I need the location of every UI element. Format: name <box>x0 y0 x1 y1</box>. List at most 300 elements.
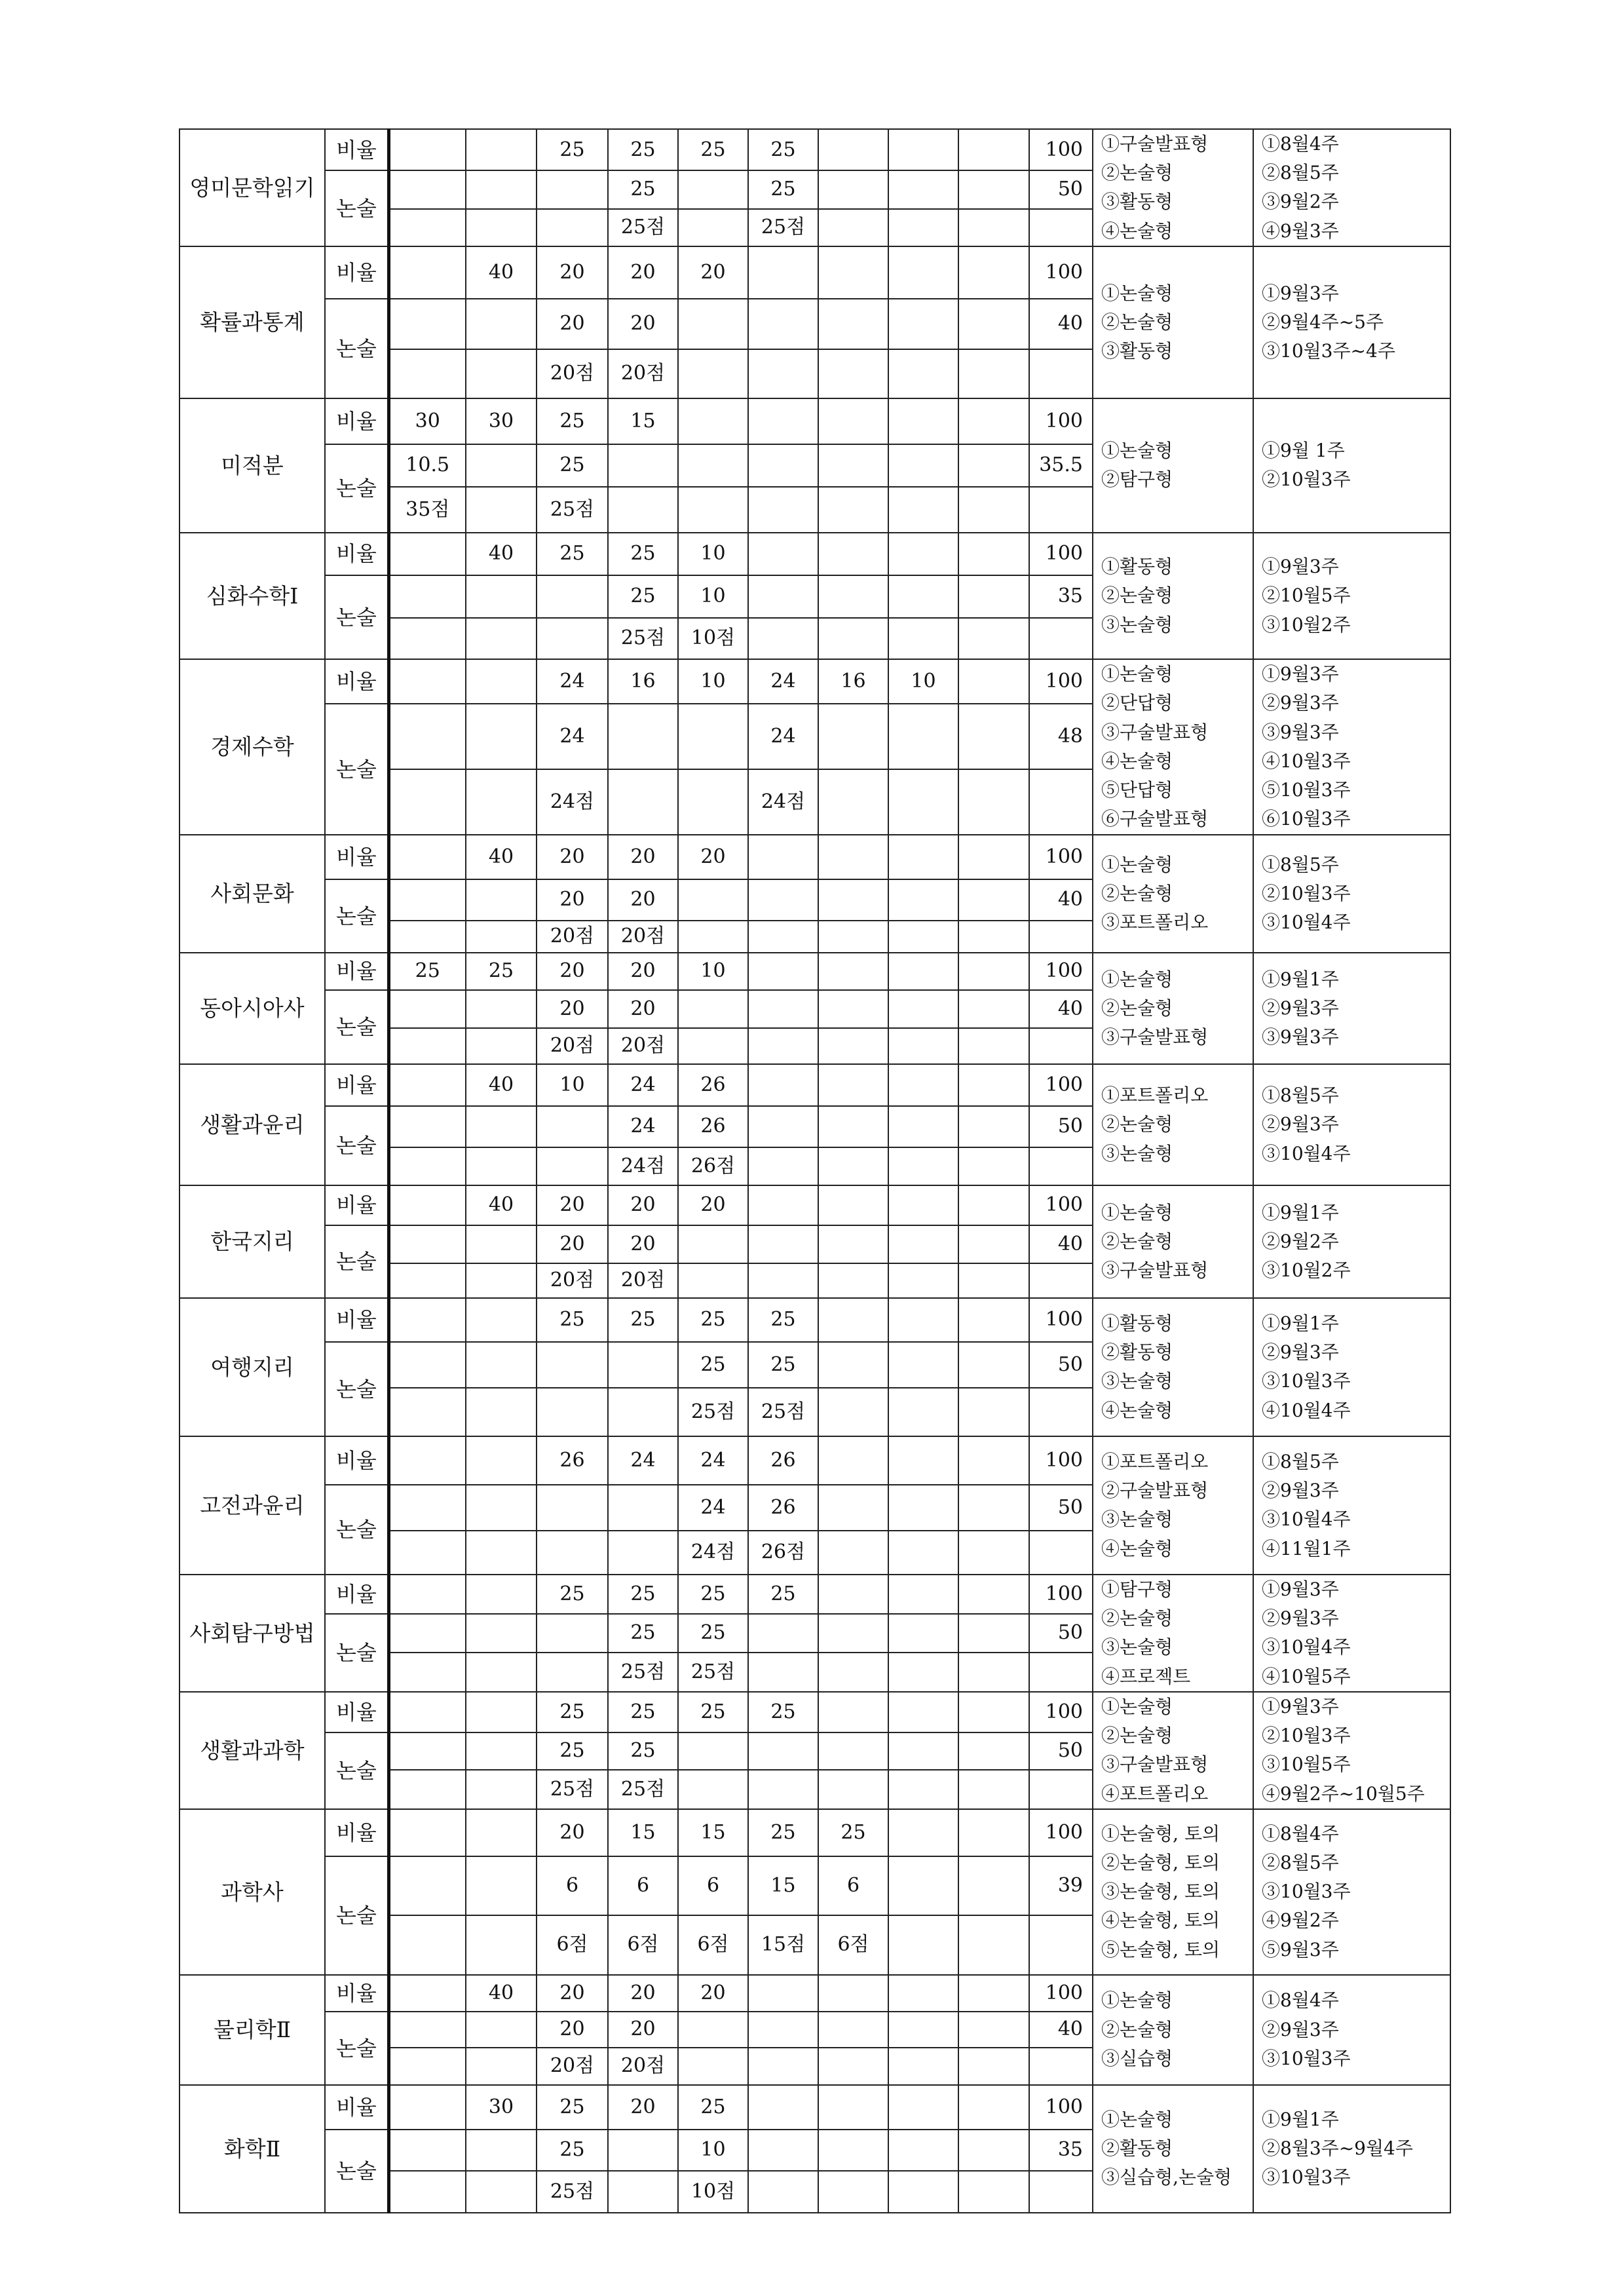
score-cell <box>466 299 537 349</box>
score-cell: 25 <box>537 1692 608 1732</box>
method-item: ③논술형 <box>1101 1636 1173 1658</box>
score-cell <box>537 1147 608 1185</box>
score-cell <box>466 879 537 921</box>
date-item: ①9월1주 <box>1262 1201 1339 1223</box>
score-cell: 26 <box>678 1064 748 1106</box>
score-cell <box>888 704 958 769</box>
score-cell <box>958 1614 1029 1653</box>
score-cell <box>388 246 466 299</box>
score-cell <box>888 487 958 533</box>
score-cell <box>608 1531 678 1575</box>
score-cell <box>748 1147 818 1185</box>
date-list <box>1253 1436 1450 1575</box>
essay-label: 논술 <box>325 1106 388 1185</box>
score-cell: 24 <box>537 704 608 769</box>
score-cell <box>888 1225 958 1263</box>
date-list <box>1253 129 1450 246</box>
score-cell: 25 <box>608 129 678 170</box>
score-cell: 20점 <box>537 2048 608 2085</box>
date-item: ③10월2주 <box>1262 1259 1351 1282</box>
score-cell <box>818 769 888 835</box>
method-item: ②논술형 <box>1101 882 1173 904</box>
score-cell <box>388 170 466 209</box>
method-item: ②논술형 <box>1101 162 1173 184</box>
score-cell <box>748 879 818 921</box>
score-cell <box>888 1147 958 1185</box>
score-cell: 25점 <box>678 1388 748 1436</box>
score-cell: 15점 <box>748 1915 818 1975</box>
score-cell: 6점 <box>537 1915 608 1975</box>
method-item: ①논술형 <box>1101 440 1173 462</box>
score-cell: 25점 <box>608 209 678 246</box>
score-cell: 40 <box>466 1064 537 1106</box>
total-cell: 35 <box>1029 575 1093 618</box>
score-cell <box>388 1856 466 1915</box>
score-cell <box>748 398 818 444</box>
score-cell <box>958 879 1029 921</box>
score-cell <box>466 1436 537 1485</box>
score-cell <box>818 1653 888 1692</box>
total-cell <box>1029 1915 1093 1975</box>
score-cell: 24 <box>748 659 818 704</box>
score-cell <box>748 2085 818 2130</box>
score-cell <box>466 1732 537 1770</box>
date-item: ②10월3주 <box>1262 882 1351 904</box>
score-cell: 20 <box>537 879 608 921</box>
score-cell <box>818 2012 888 2048</box>
assessment-table <box>179 128 1451 2213</box>
score-cell: 25 <box>608 1298 678 1342</box>
method-item: ③구술발표형 <box>1101 1026 1209 1048</box>
score-cell: 25점 <box>608 1653 678 1692</box>
score-cell <box>818 487 888 533</box>
score-cell <box>466 769 537 835</box>
score-cell <box>466 2012 537 2048</box>
method-item: ③구술발표형 <box>1101 1259 1209 1282</box>
score-cell: 30 <box>388 398 466 444</box>
score-cell: 25 <box>537 1298 608 1342</box>
date-item: ②9월3주 <box>1262 2018 1339 2040</box>
subject-name: 동아시아사 <box>179 953 325 1064</box>
score-cell <box>958 1028 1029 1064</box>
method-item: ①포트폴리오 <box>1101 1450 1209 1472</box>
score-cell <box>678 1732 748 1770</box>
score-cell <box>818 921 888 953</box>
score-cell <box>888 2085 958 2130</box>
score-cell <box>818 299 888 349</box>
score-cell <box>888 990 958 1028</box>
score-cell: 10 <box>888 659 958 704</box>
score-cell <box>748 953 818 990</box>
score-cell <box>466 1856 537 1915</box>
score-cell <box>958 921 1029 953</box>
essay-label: 논술 <box>325 575 388 659</box>
score-cell: 20 <box>537 990 608 1028</box>
score-cell <box>678 1263 748 1298</box>
score-cell <box>388 835 466 879</box>
method-list <box>1093 398 1253 533</box>
score-cell <box>958 398 1029 444</box>
score-cell <box>958 2012 1029 2048</box>
score-cell <box>818 1485 888 1531</box>
score-cell <box>888 1770 958 1809</box>
score-cell: 25 <box>537 1732 608 1770</box>
score-cell: 6 <box>537 1856 608 1915</box>
score-cell: 20 <box>608 246 678 299</box>
score-cell: 20 <box>537 299 608 349</box>
score-cell: 40 <box>466 533 537 575</box>
score-cell: 26 <box>748 1436 818 1485</box>
score-cell <box>388 1225 466 1263</box>
score-cell <box>888 835 958 879</box>
score-cell <box>608 1388 678 1436</box>
total-cell: 100 <box>1029 953 1093 990</box>
date-item: ③10월3주~4주 <box>1262 340 1395 362</box>
score-cell: 40 <box>466 1185 537 1225</box>
score-cell: 24 <box>608 1436 678 1485</box>
method-list <box>1093 1436 1253 1575</box>
subject-name: 미적분 <box>179 398 325 533</box>
score-cell: 20점 <box>608 1028 678 1064</box>
total-cell <box>1029 1147 1093 1185</box>
score-cell: 25점 <box>537 487 608 533</box>
score-cell <box>678 1028 748 1064</box>
date-item: ①9월3주 <box>1262 663 1339 685</box>
method-item: ①논술형 <box>1101 2108 1173 2130</box>
score-cell: 25 <box>608 1692 678 1732</box>
score-cell <box>748 1653 818 1692</box>
score-cell: 20 <box>608 2085 678 2130</box>
total-cell: 100 <box>1029 835 1093 879</box>
total-cell: 50 <box>1029 170 1093 209</box>
score-cell: 25 <box>748 170 818 209</box>
score-cell: 20 <box>537 1225 608 1263</box>
method-item: ②논술형 <box>1101 997 1173 1019</box>
subject-name: 확률과통계 <box>179 246 325 398</box>
method-item: ②활동형 <box>1101 2137 1173 2160</box>
score-cell <box>958 299 1029 349</box>
score-cell: 25 <box>608 575 678 618</box>
score-cell <box>888 1298 958 1342</box>
score-cell: 25 <box>748 1575 818 1614</box>
ratio-label: 비율 <box>325 533 388 575</box>
score-cell <box>678 990 748 1028</box>
score-cell <box>537 1531 608 1575</box>
score-cell <box>888 2012 958 2048</box>
total-cell <box>1029 349 1093 398</box>
score-cell <box>466 1809 537 1856</box>
date-item: ④11월1주 <box>1262 1537 1351 1559</box>
date-item: ③10월5주 <box>1262 1753 1351 1776</box>
score-cell <box>818 1185 888 1225</box>
score-cell <box>958 209 1029 246</box>
score-cell <box>537 1614 608 1653</box>
score-cell <box>388 1064 466 1106</box>
score-cell <box>818 246 888 299</box>
score-cell <box>608 1342 678 1388</box>
score-cell <box>958 659 1029 704</box>
score-cell: 20점 <box>537 1028 608 1064</box>
score-cell <box>818 1975 888 2012</box>
score-cell <box>818 1770 888 1809</box>
total-cell: 40 <box>1029 2012 1093 2048</box>
score-cell <box>388 1388 466 1436</box>
score-cell <box>748 575 818 618</box>
score-cell <box>958 1575 1029 1614</box>
score-cell <box>958 1770 1029 1809</box>
essay-label: 논술 <box>325 1732 388 1809</box>
method-item: ⑥구술발표형 <box>1101 808 1209 830</box>
score-cell <box>888 1809 958 1856</box>
score-cell: 20 <box>608 299 678 349</box>
score-cell: 26점 <box>748 1531 818 1575</box>
score-cell <box>888 246 958 299</box>
score-cell: 10 <box>678 659 748 704</box>
score-cell: 20점 <box>608 349 678 398</box>
score-cell: 25 <box>678 1575 748 1614</box>
total-cell: 100 <box>1029 533 1093 575</box>
total-cell <box>1029 1531 1093 1575</box>
score-cell: 10 <box>537 1064 608 1106</box>
score-cell <box>818 444 888 487</box>
method-item: ①논술형, 토의 <box>1101 1822 1220 1845</box>
date-item: ①8월5주 <box>1262 1450 1339 1472</box>
score-cell <box>818 1028 888 1064</box>
total-cell: 100 <box>1029 1692 1093 1732</box>
score-cell <box>608 2130 678 2171</box>
date-item: ③10월4주 <box>1262 911 1351 934</box>
score-cell <box>388 1485 466 1531</box>
score-cell <box>388 1436 466 1485</box>
score-cell <box>818 1436 888 1485</box>
table-row <box>179 533 1450 575</box>
score-cell <box>958 444 1029 487</box>
score-cell <box>388 990 466 1028</box>
total-cell <box>1029 2171 1093 2213</box>
score-cell: 16 <box>608 659 678 704</box>
score-cell <box>678 209 748 246</box>
score-cell <box>958 1692 1029 1732</box>
date-item: ①9월3주 <box>1262 556 1339 578</box>
total-cell: 40 <box>1029 879 1093 921</box>
method-item: ④논술형 <box>1101 1399 1173 1421</box>
score-cell <box>818 618 888 659</box>
score-cell <box>818 1342 888 1388</box>
date-item: ②8월5주 <box>1262 1851 1339 1873</box>
method-list <box>1093 1185 1253 1298</box>
score-cell <box>388 1732 466 1770</box>
method-item: ③논술형 <box>1101 1142 1173 1164</box>
method-list <box>1093 2085 1253 2213</box>
score-cell <box>678 2048 748 2085</box>
score-cell: 26점 <box>678 1147 748 1185</box>
score-cell: 15 <box>608 398 678 444</box>
score-cell: 15 <box>608 1809 678 1856</box>
total-cell: 35 <box>1029 2130 1093 2171</box>
essay-label: 논술 <box>325 1485 388 1575</box>
score-cell <box>888 170 958 209</box>
date-list <box>1253 246 1450 398</box>
score-cell <box>818 990 888 1028</box>
score-cell <box>466 349 537 398</box>
date-item: ③10월4주 <box>1262 1142 1351 1164</box>
score-cell: 35점 <box>388 487 466 533</box>
total-cell <box>1029 487 1093 533</box>
method-list <box>1093 1298 1253 1436</box>
score-cell <box>748 1614 818 1653</box>
score-cell <box>466 129 537 170</box>
table-row <box>179 1185 1450 1225</box>
score-cell <box>678 487 748 533</box>
score-cell <box>748 2012 818 2048</box>
total-cell <box>1029 1028 1093 1064</box>
ratio-label: 비율 <box>325 1809 388 1856</box>
score-cell <box>537 1342 608 1388</box>
date-item: ④10월4주 <box>1262 1399 1351 1421</box>
score-cell <box>958 704 1029 769</box>
score-cell <box>388 1575 466 1614</box>
ratio-label: 비율 <box>325 1064 388 1106</box>
score-cell <box>466 1225 537 1263</box>
ratio-label: 비율 <box>325 246 388 299</box>
score-cell <box>748 349 818 398</box>
score-cell <box>466 444 537 487</box>
date-list <box>1253 1692 1450 1809</box>
method-item: ②논술형 <box>1101 311 1173 333</box>
score-cell: 25 <box>678 1692 748 1732</box>
ratio-label: 비율 <box>325 398 388 444</box>
date-item: ①8월4주 <box>1262 1989 1339 2012</box>
score-cell: 20 <box>537 1809 608 1856</box>
score-cell <box>466 659 537 704</box>
score-cell <box>466 1692 537 1732</box>
score-cell <box>466 1485 537 1531</box>
score-cell <box>678 1770 748 1809</box>
method-list <box>1093 1064 1253 1185</box>
score-cell: 25 <box>608 170 678 209</box>
score-cell <box>466 209 537 246</box>
method-item: ③구술발표형 <box>1101 1753 1209 1776</box>
score-cell <box>748 1028 818 1064</box>
score-cell <box>466 1106 537 1147</box>
total-cell: 100 <box>1029 129 1093 170</box>
date-item: ③10월3주 <box>1262 2047 1351 2069</box>
score-cell <box>466 170 537 209</box>
score-cell <box>888 209 958 246</box>
score-cell: 40 <box>466 246 537 299</box>
score-cell <box>958 1531 1029 1575</box>
score-cell <box>958 835 1029 879</box>
method-list <box>1093 835 1253 953</box>
score-cell <box>608 487 678 533</box>
total-cell <box>1029 1388 1093 1436</box>
score-cell: 25 <box>537 2130 608 2171</box>
method-item: ②단답형 <box>1101 692 1173 714</box>
method-item: ②논술형 <box>1101 1725 1173 1747</box>
score-cell: 20 <box>608 879 678 921</box>
score-cell <box>388 2171 466 2213</box>
score-cell <box>748 487 818 533</box>
essay-label: 논술 <box>325 170 388 246</box>
score-cell: 25 <box>608 1732 678 1770</box>
total-cell <box>1029 1263 1093 1298</box>
date-item: ①9월 1주 <box>1262 440 1345 462</box>
method-item: ③논술형 <box>1101 613 1173 636</box>
score-cell <box>888 1185 958 1225</box>
method-list <box>1093 1692 1253 1809</box>
score-cell: 25점 <box>748 209 818 246</box>
score-cell <box>818 170 888 209</box>
score-cell: 24 <box>748 704 818 769</box>
method-list <box>1093 1809 1253 1975</box>
method-item: ①포트폴리오 <box>1101 1084 1209 1107</box>
method-item: ④프로젝트 <box>1101 1665 1191 1687</box>
method-item: ③실습형,논술형 <box>1101 2166 1232 2189</box>
ratio-label: 비율 <box>325 1575 388 1614</box>
score-cell <box>466 1342 537 1388</box>
score-cell: 26 <box>748 1485 818 1531</box>
method-item: ②탐구형 <box>1101 469 1173 491</box>
score-cell <box>958 533 1029 575</box>
method-item: ④논술형 <box>1101 750 1173 772</box>
score-cell <box>466 921 537 953</box>
score-cell <box>537 618 608 659</box>
score-cell <box>888 879 958 921</box>
ratio-label: 비율 <box>325 2085 388 2130</box>
score-cell: 25 <box>537 444 608 487</box>
score-cell <box>466 1770 537 1809</box>
score-cell: 20 <box>537 1975 608 2012</box>
method-item: ②논술형 <box>1101 1113 1173 1136</box>
date-list <box>1253 953 1450 1064</box>
table-row <box>179 1436 1450 1485</box>
score-cell <box>466 1915 537 1975</box>
score-cell: 20점 <box>537 349 608 398</box>
total-cell: 100 <box>1029 398 1093 444</box>
total-cell: 40 <box>1029 990 1093 1028</box>
score-cell <box>958 1185 1029 1225</box>
score-cell <box>466 1263 537 1298</box>
total-cell: 100 <box>1029 1809 1093 1856</box>
date-item: ②8월3주~9월4주 <box>1262 2137 1413 2160</box>
score-cell <box>958 2130 1029 2171</box>
score-cell <box>748 1064 818 1106</box>
score-cell <box>888 769 958 835</box>
score-cell: 10 <box>678 2130 748 2171</box>
score-cell <box>888 398 958 444</box>
score-cell <box>888 1388 958 1436</box>
score-cell: 25점 <box>608 618 678 659</box>
score-cell: 25 <box>537 129 608 170</box>
score-cell <box>466 704 537 769</box>
score-cell: 25 <box>537 398 608 444</box>
score-cell <box>678 879 748 921</box>
score-cell: 25 <box>818 1809 888 1856</box>
date-list <box>1253 1185 1450 1298</box>
total-cell: 100 <box>1029 1975 1093 2012</box>
essay-label: 논술 <box>325 1342 388 1436</box>
score-cell: 25 <box>608 533 678 575</box>
date-list <box>1253 1575 1450 1692</box>
score-cell <box>818 1263 888 1298</box>
subject-name: 여행지리 <box>179 1298 325 1436</box>
date-item: ①9월1주 <box>1262 968 1339 990</box>
total-cell: 50 <box>1029 1106 1093 1147</box>
date-item: ②9월4주~5주 <box>1262 311 1384 333</box>
table-row <box>179 1975 1450 2012</box>
score-cell: 20 <box>537 246 608 299</box>
date-item: ②9월3주 <box>1262 1607 1339 1630</box>
